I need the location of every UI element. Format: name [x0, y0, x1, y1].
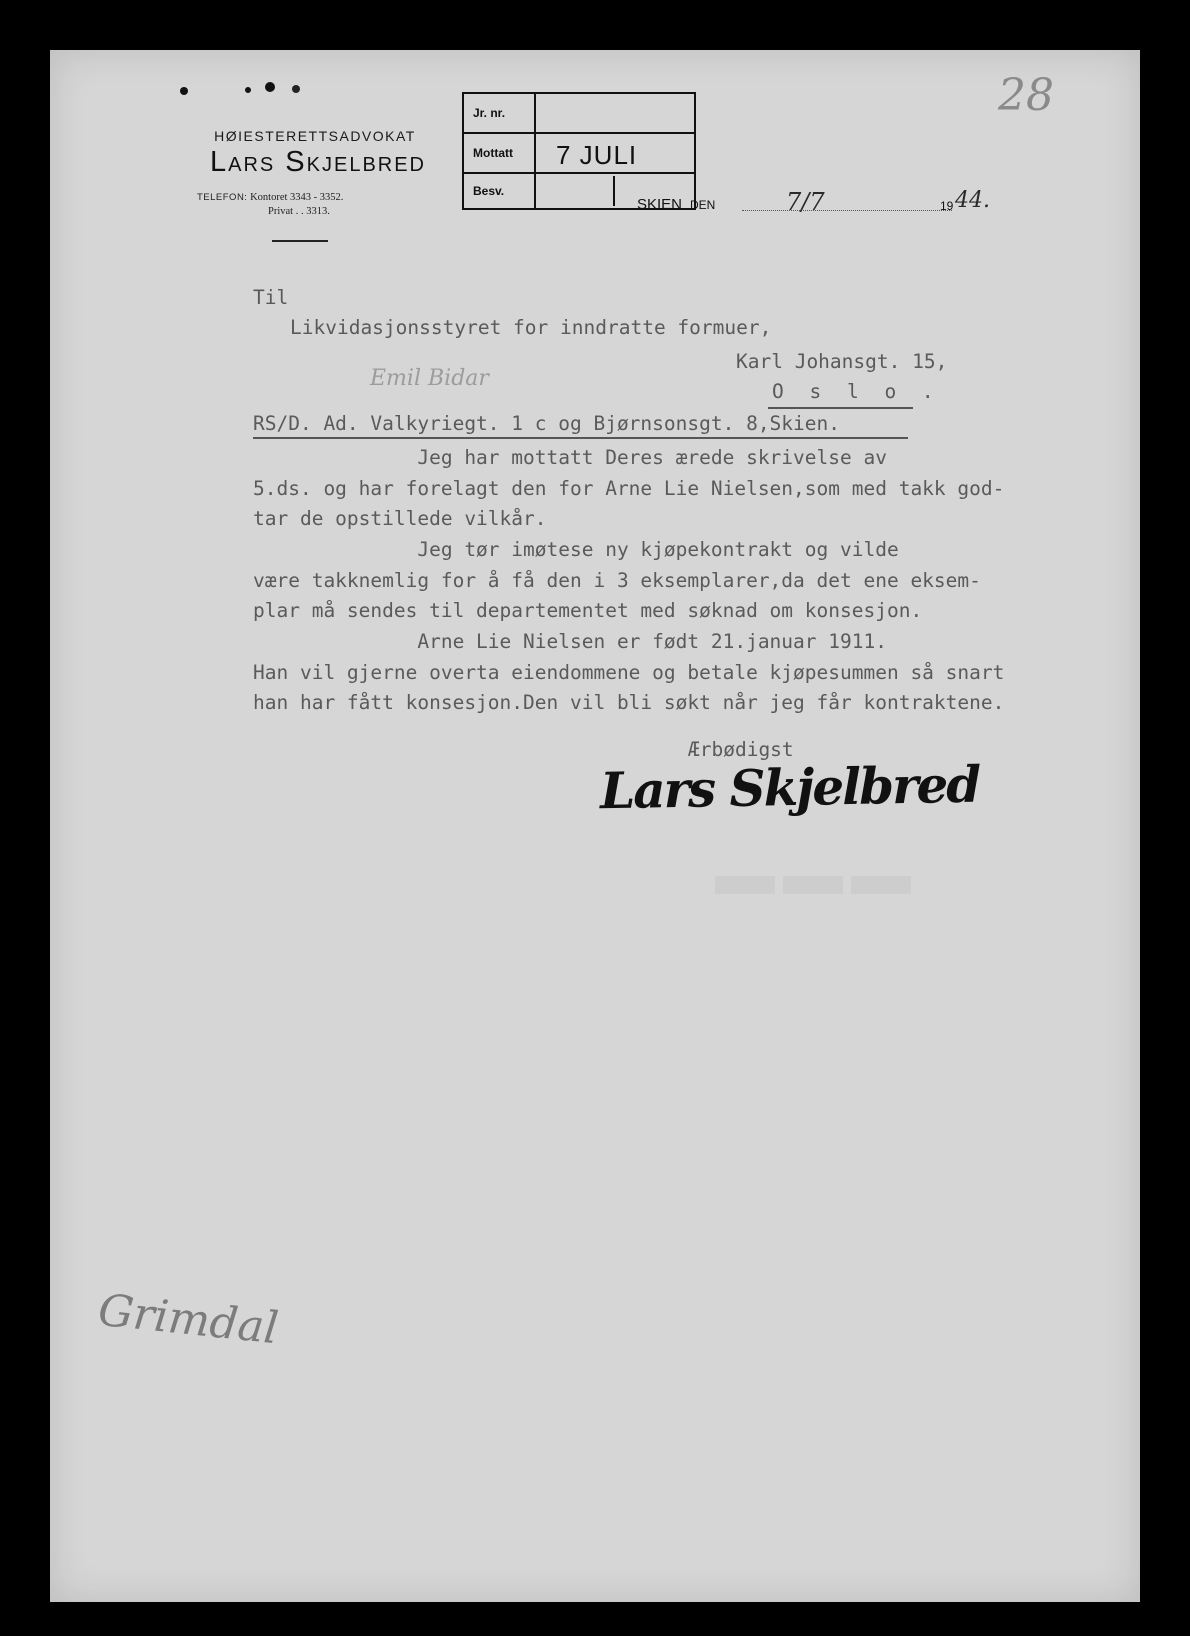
letterhead-ornament: [178, 80, 318, 100]
recipient-til: Til: [253, 286, 289, 309]
stamp-jr-label: Jr. nr.: [473, 106, 506, 120]
telephone-label: TELEFON:: [197, 192, 248, 203]
body-paragraph-1: Jeg har mottatt Deres ærede skrivelse av 5.ds. og har forelagt den for Arne Lie Nielsen,som med takk god- tar de opstillede vilkår.: [253, 446, 1005, 530]
telephone-private: Privat . . 3313.: [268, 206, 330, 217]
stamp-besv-label: Besv.: [473, 184, 505, 198]
place-line: [637, 196, 715, 213]
closing: Ærbødigst: [688, 738, 794, 761]
handwritten-date: 7/7: [786, 188, 825, 216]
place-den: DEN: [690, 198, 716, 212]
stamp-tick: [613, 176, 615, 206]
letter-page: [50, 50, 1140, 1602]
year-handwritten: 44.: [955, 188, 990, 213]
letterhead-divider: [272, 240, 328, 242]
city-underline: [768, 407, 913, 409]
reference-underline: [253, 437, 908, 439]
place-city: SKIEN: [637, 196, 683, 213]
bleed-through-mark: ▬▬▬: [715, 841, 919, 907]
archive-page-number: 28: [998, 70, 1054, 121]
year-prefix: 19: [940, 199, 954, 213]
stamp-divider: [534, 94, 536, 208]
letterhead-name: Lars Skjelbred: [209, 146, 427, 178]
stamp-mottatt-label: Mottatt: [473, 146, 513, 160]
body-paragraph-3: Arne Lie Nielsen er født 21.januar 1911. Han vil gjerne overta eiendommene og betale kjøpesummen så snart han har fått konsesjon.Den vil bli søkt når jeg får kontraktene.: [253, 630, 1005, 714]
telephone-office: Kontoret 3343 - 3352.: [250, 192, 344, 203]
letterhead-telephone: [197, 192, 343, 203]
body-paragraph-2: Jeg tør imøtese ny kjøpekontrakt og vilde være takknemlig for å få den i 3 eksemplarer,da det ene eksem- plar må sendes til departementet med søknad om konsesjon.: [253, 538, 981, 622]
stamp-received-date: 7 JULI: [556, 140, 638, 170]
reference-line: RS/D. Ad. Valkyriegt. 1 c og Bjørnsonsgt. 8,Skien.: [253, 412, 840, 435]
registry-stamp: [462, 92, 696, 210]
recipient-name: Likvidasjonsstyret for inndratte formuer,: [290, 316, 772, 339]
recipient-street: Karl Johansgt. 15,: [736, 350, 948, 373]
signature: Lars Skjelbred: [599, 754, 980, 821]
margin-handwritten-note: Grimdal: [95, 1284, 281, 1355]
date-dotted-line: [742, 210, 952, 211]
recipient-city: O s l o .: [772, 380, 941, 403]
letterhead-title: HØIESTERETTSADVOKAT: [214, 128, 416, 144]
handwritten-note: Emil Bidar: [370, 366, 489, 391]
